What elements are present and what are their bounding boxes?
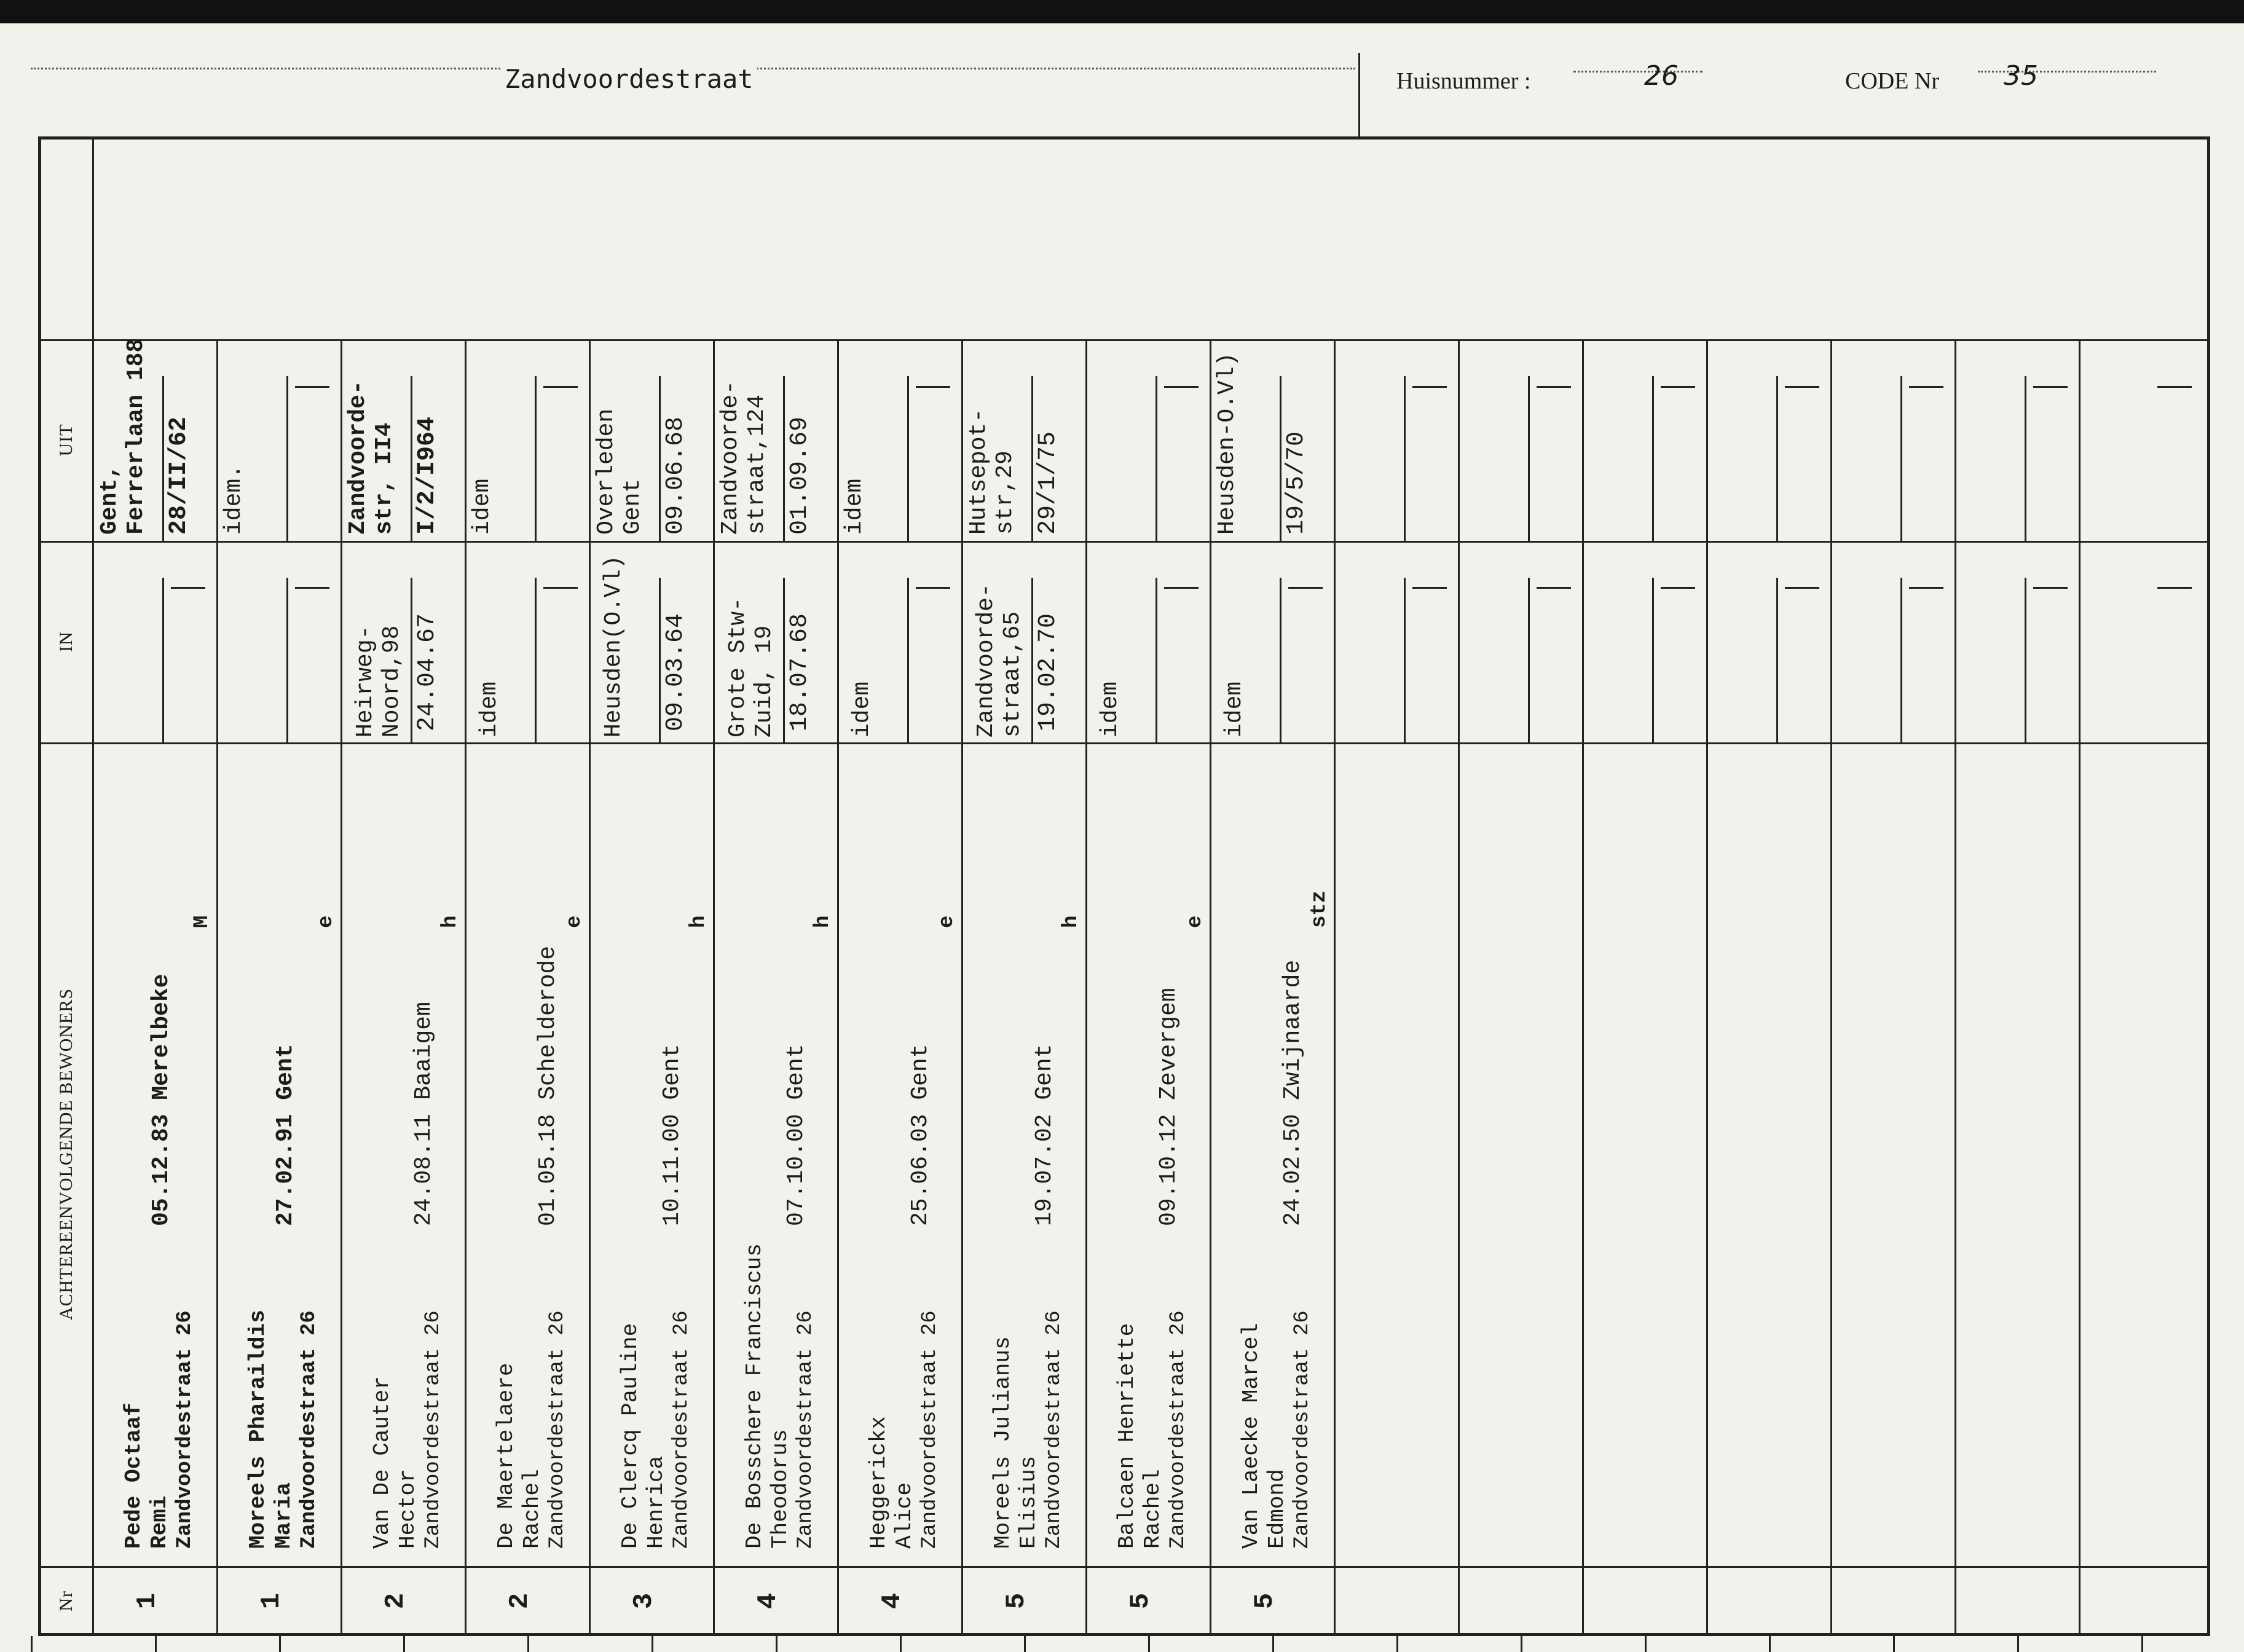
resident-number: 1 (256, 1592, 287, 1610)
date-subdivider (286, 376, 288, 541)
bottom-edge-tick (1148, 1636, 1150, 1652)
column-divider (216, 339, 218, 1636)
empty-date-dash (1164, 587, 1199, 589)
empty-date-dash (2033, 386, 2068, 388)
resident-name: De Bosschere Franciscus (742, 1243, 767, 1549)
in-label: IN (56, 631, 76, 652)
date-subdivider (1528, 376, 1530, 541)
resident-code: h (811, 915, 835, 928)
column-divider (1458, 339, 1460, 1636)
resident-code: h (439, 915, 462, 928)
bottom-edge-tick (2141, 1636, 2143, 1652)
resident-address: Zandvoordestraat 26 (918, 1310, 942, 1549)
house-number: 26 (1644, 60, 1679, 92)
in-row-top (38, 541, 2210, 543)
resident-number: 3 (629, 1592, 659, 1610)
resident-code: stz (1308, 890, 1331, 928)
in-place: idem (476, 681, 503, 738)
resident-address: Zandvoordestraat 26 (670, 1310, 693, 1549)
uit-label: UIT (56, 423, 76, 457)
resident-address: Zandvoordestraat 26 (422, 1310, 445, 1549)
date-subdivider (907, 376, 909, 541)
resident-given-name: Maria (271, 1482, 296, 1549)
uit-date: 19/5/70 (1283, 431, 1310, 535)
bottom-edge-tick (31, 1636, 33, 1652)
date-subdivider (1031, 578, 1033, 742)
bottom-edge-tick (1645, 1636, 1647, 1652)
empty-date-dash (543, 587, 578, 589)
column-divider (2079, 339, 2081, 1636)
empty-date-dash (1785, 587, 1819, 589)
column-divider (961, 339, 963, 1636)
uit-place: idem (841, 478, 868, 535)
bewoners-row-top (38, 742, 2210, 744)
in-place: Grote Stw- Zuid, 19 (725, 597, 778, 738)
uit-place: Heusden-O.Vl) (1214, 352, 1240, 535)
column-divider (1582, 339, 1584, 1636)
date-subdivider (1652, 376, 1654, 541)
resident-birth: 27.02.91 Gent (272, 1044, 299, 1226)
nr-row-top (38, 1566, 2210, 1568)
date-subdivider (1900, 578, 1902, 742)
resident-address: Zandvoordestraat 26 (297, 1310, 321, 1549)
in-date: 18.07.68 (786, 613, 814, 731)
column-divider (713, 339, 715, 1636)
bottom-edge-tick (155, 1636, 157, 1652)
resident-address: Zandvoordestraat 26 (546, 1310, 569, 1549)
resident-number: 5 (1001, 1592, 1032, 1610)
header-divider (1358, 53, 1360, 136)
uit-date: I/2/I964 (414, 416, 441, 535)
date-subdivider (1900, 376, 1902, 541)
date-subdivider (1031, 376, 1033, 541)
bottom-edge-tick (1893, 1636, 1895, 1652)
date-subdivider (162, 376, 164, 541)
in-date: 09.03.64 (662, 613, 690, 731)
date-subdivider (1155, 578, 1157, 742)
street-name: Zandvoordestraat (501, 64, 757, 94)
empty-date-dash (543, 386, 578, 388)
resident-name: Moreels Pharaildis (245, 1310, 270, 1549)
resident-address: Zandvoordestraat 26 (1042, 1310, 1066, 1549)
column-divider (1830, 339, 1832, 1636)
resident-code: h (687, 915, 711, 928)
resident-number: 4 (877, 1592, 908, 1610)
uit-date: 29/1/75 (1034, 431, 1062, 535)
uit-place: Hutsepot- str,29 (966, 408, 1018, 535)
column-divider (1955, 339, 1956, 1636)
in-date: 19.02.70 (1034, 613, 1062, 731)
date-subdivider (1155, 376, 1157, 541)
date-subdivider (1404, 578, 1406, 742)
resident-birth: 05.12.83 Merelbeke (148, 974, 175, 1226)
bottom-edge-tick (1769, 1636, 1771, 1652)
resident-name: De Maertelaere (494, 1363, 519, 1549)
bottom-edge-tick (1396, 1636, 1398, 1652)
bewoners-label: ACHTEREENVOLGENDE BEWONERS (56, 988, 76, 1321)
uit-row-top (38, 339, 2210, 341)
uit-place: Gent, Ferrerlaan 188 (96, 338, 149, 535)
resident-given-name: Henrica (644, 1455, 669, 1549)
date-subdivider (1652, 578, 1654, 742)
date-subdivider (411, 376, 412, 541)
resident-code: e (935, 915, 959, 928)
bottom-edge-tick (652, 1636, 653, 1652)
date-subdivider (535, 376, 537, 541)
column-divider (465, 339, 467, 1636)
in-place: Heusden(O.Vl) (600, 555, 627, 738)
empty-date-dash (1537, 587, 1571, 589)
code-label: CODE Nr (1845, 68, 1940, 94)
date-subdivider (162, 578, 164, 742)
bottom-edge-tick (403, 1636, 405, 1652)
empty-date-dash (1785, 386, 1819, 388)
date-subdivider (1776, 578, 1778, 742)
date-subdivider (1528, 578, 1530, 742)
column-divider (837, 339, 839, 1636)
empty-date-dash (1164, 386, 1199, 388)
empty-date-dash (1909, 587, 1943, 589)
column-divider (589, 339, 591, 1636)
resident-address: Zandvoordestraat 26 (794, 1310, 817, 1549)
in-place: Heirweg- Noord,98 (352, 625, 405, 738)
empty-date-dash (1661, 386, 1695, 388)
nr-label: Nr (56, 1591, 76, 1611)
in-place: idem (1097, 681, 1124, 738)
in-place: idem (1221, 681, 1248, 738)
column-divider (1334, 339, 1336, 1636)
empty-date-dash (171, 587, 205, 589)
resident-name: Moreels Julianus (990, 1336, 1015, 1549)
empty-date-dash (295, 386, 329, 388)
empty-date-dash (1412, 587, 1447, 589)
bottom-edge-tick (1024, 1636, 1026, 1652)
date-subdivider (2025, 578, 2026, 742)
resident-birth: 01.05.18 Schelderode (535, 945, 561, 1226)
resident-address: Zandvoordestraat 26 (1291, 1310, 1314, 1549)
uit-place: idem (469, 478, 495, 535)
date-subdivider (1404, 376, 1406, 541)
date-subdivider (1776, 376, 1778, 541)
empty-date-dash (916, 587, 950, 589)
resident-name: Pede Octaaf (121, 1402, 146, 1549)
resident-name: Balcaen Henriette (1114, 1323, 1140, 1549)
empty-date-dash (1537, 386, 1571, 388)
house-number-label: Huisnummer : (1396, 68, 1531, 94)
resident-code: M (191, 915, 214, 928)
resident-address: Zandvoordestraat 26 (173, 1310, 197, 1549)
date-subdivider (1280, 578, 1281, 742)
resident-address: Zandvoordestraat 26 (1167, 1310, 1190, 1549)
bottom-edge-tick (776, 1636, 778, 1652)
bottom-edge-tick (2017, 1636, 2019, 1652)
empty-date-dash (2157, 386, 2192, 388)
date-subdivider (286, 578, 288, 742)
house-number-line (1573, 71, 1703, 73)
bottom-edge-tick (279, 1636, 281, 1652)
resident-code: e (563, 915, 586, 928)
resident-given-name: Theodorus (768, 1429, 793, 1549)
column-divider (1085, 339, 1087, 1636)
resident-given-name: Rachel (519, 1469, 545, 1549)
date-subdivider (783, 578, 785, 742)
date-subdivider (1280, 376, 1281, 541)
date-subdivider (659, 578, 661, 742)
resident-birth: 24.02.50 Zwijnaarde (1280, 959, 1306, 1226)
uit-place: Zandvoorde- str, II4 (345, 380, 398, 535)
date-subdivider (535, 578, 537, 742)
resident-code: e (315, 915, 338, 928)
resident-number: 5 (1125, 1592, 1156, 1610)
column-divider (341, 339, 342, 1636)
bottom-edge-tick (1521, 1636, 1522, 1652)
resident-name: Heggerickx (866, 1415, 891, 1549)
resident-given-name: Alice (892, 1482, 917, 1549)
uit-date: 09.06.68 (662, 416, 690, 535)
resident-given-name: Remi (147, 1495, 172, 1549)
scan-top-edge (0, 0, 2244, 23)
resident-name: Van De Cauter (369, 1376, 395, 1549)
empty-date-dash (1909, 386, 1943, 388)
empty-date-dash (295, 587, 329, 589)
uit-place: idem. (221, 464, 247, 535)
bottom-edge-tick (900, 1636, 902, 1652)
resident-number: 5 (1250, 1592, 1280, 1610)
column-divider (1706, 339, 1708, 1636)
empty-date-dash (2033, 587, 2068, 589)
resident-birth: 10.11.00 Gent (659, 1044, 685, 1226)
label-column-divider (92, 136, 94, 1636)
resident-given-name: Rachel (1140, 1469, 1165, 1549)
resident-code: e (1184, 915, 1207, 928)
empty-date-dash (1288, 587, 1323, 589)
resident-name: Van Laecke Marcel (1238, 1323, 1264, 1549)
date-subdivider (659, 376, 661, 541)
resident-birth: 25.06.03 Gent (907, 1044, 934, 1226)
date-subdivider (907, 578, 909, 742)
uit-date: 01.09.69 (786, 416, 814, 535)
empty-date-dash (916, 386, 950, 388)
resident-birth: 19.07.02 Gent (1031, 1044, 1058, 1226)
date-subdivider (783, 376, 785, 541)
in-place: Zandvoorde- straat,65 (973, 583, 1026, 738)
empty-date-dash (1412, 386, 1447, 388)
resident-given-name: Elisius (1016, 1455, 1041, 1549)
empty-date-dash (2157, 587, 2192, 589)
date-subdivider (2025, 376, 2026, 541)
resident-number: 1 (132, 1592, 163, 1610)
resident-birth: 07.10.00 Gent (783, 1044, 809, 1226)
code-number: 35 (2004, 60, 2038, 92)
uit-date: 28/II/62 (165, 416, 193, 535)
resident-number: 2 (505, 1592, 535, 1610)
resident-given-name: Hector (395, 1469, 420, 1549)
in-place: idem (849, 681, 875, 738)
date-subdivider (411, 578, 412, 742)
resident-code: h (1060, 915, 1083, 928)
resident-name: De Clercq Pauline (618, 1323, 643, 1549)
resident-birth: 09.10.12 Zevergem (1155, 988, 1182, 1226)
in-date: 24.04.67 (414, 613, 441, 731)
column-divider (1210, 339, 1211, 1636)
bottom-edge-tick (527, 1636, 529, 1652)
uit-place: Zandvoorde- straat,124 (717, 380, 770, 535)
resident-given-name: Edmond (1264, 1469, 1289, 1549)
resident-number: 2 (380, 1592, 411, 1610)
uit-place: Overleden Gent (593, 408, 646, 535)
resident-number: 4 (753, 1592, 784, 1610)
empty-date-dash (1661, 587, 1695, 589)
bottom-edge-tick (1272, 1636, 1274, 1652)
resident-birth: 24.08.11 Baaigem (411, 1002, 437, 1226)
